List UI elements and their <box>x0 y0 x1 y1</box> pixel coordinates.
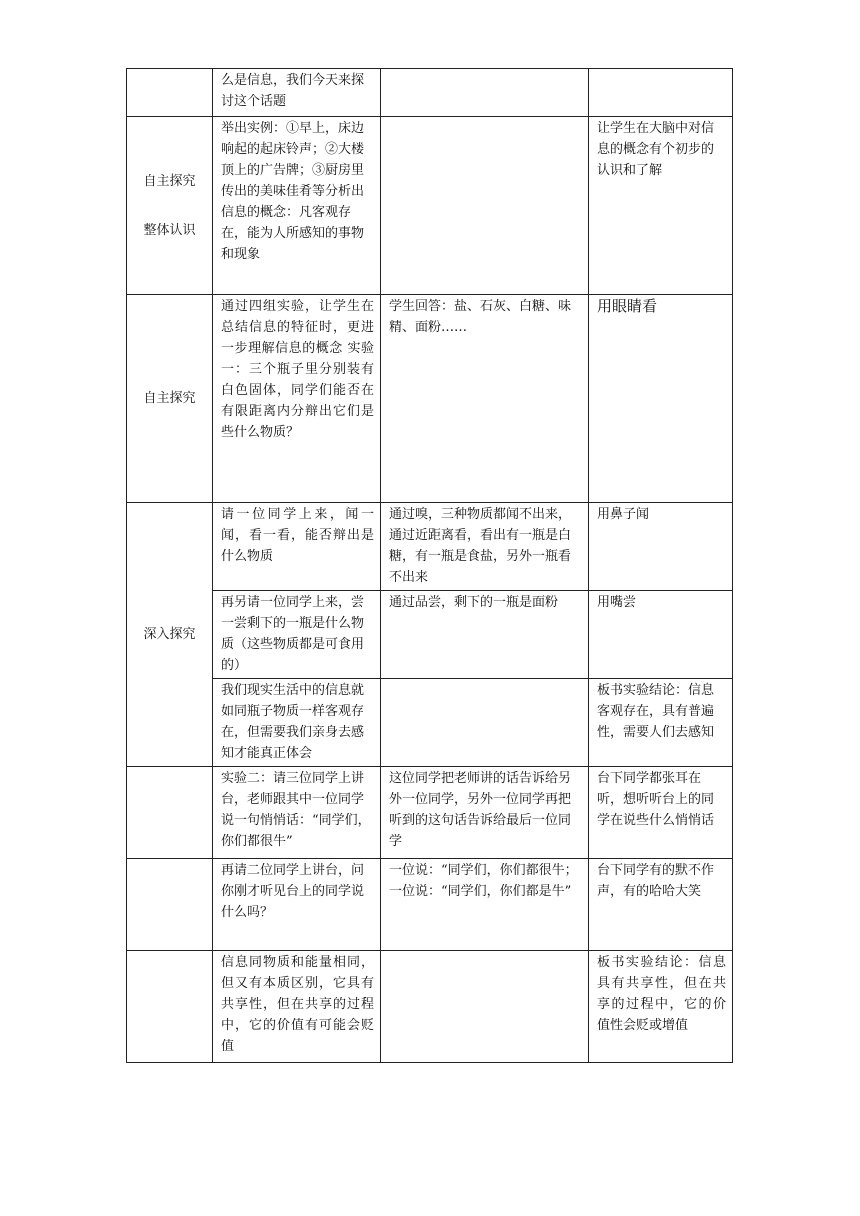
student-reply-1: 一位说：“同学们，你们都很牛； <box>389 863 578 878</box>
design-intent-cell: 让学生在大脑中对信息的概念有个初步的认识和了解 <box>589 117 733 295</box>
design-intent-cell: 用嘴尝 <box>589 591 733 679</box>
stage-cell <box>127 69 213 117</box>
design-intent-cell: 板书实验结论：信息具有共享性，但在共享的过程中，它的价值性会贬或增值 <box>589 951 733 1063</box>
table-row <box>127 767 733 859</box>
student-activity-cell <box>381 117 589 295</box>
design-intent-cell <box>589 69 733 117</box>
table-row <box>127 69 733 117</box>
student-activity-cell <box>381 951 589 1063</box>
stage-cell: 深入探究 <box>127 503 213 767</box>
stage-cell <box>127 767 213 859</box>
teacher-activity-cell: 举出实例：①早上，床边响起的起床铃声；②大楼顶上的广告牌；③厨房里传出的美味佳肴等分析出信息的概念：凡客观存在，能为人所感知的事物和现象 <box>213 117 381 295</box>
teacher-activity-cell: 请一位同学上来，闻一闻，看一看，能否辩出是什么物质 <box>213 503 381 591</box>
design-intent-cell: 台下同学都张耳在听，想听听台上的同学在说些什么悄悄话 <box>589 767 733 859</box>
stage-cell <box>127 117 213 295</box>
design-intent-cell: 台下同学有的默不作声，有的哈哈大笑 <box>589 859 733 951</box>
table-row <box>127 591 733 679</box>
teacher-activity-cell: 实验二：请三位同学上讲台，老师跟其中一位同学说一句悄悄话：“同学们，你们都很牛” <box>213 767 381 859</box>
design-intent-cell: 用鼻子闻 <box>589 503 733 591</box>
teacher-activity-cell: 再另请一位同学上来，尝一尝剩下的一瓶是什么物质（这些物质都是可食用的） <box>213 591 381 679</box>
student-activity-cell: 这位同学把老师讲的话告诉给另外一位同学，另外一位同学再把听到的这句话告诉给最后一位同学 <box>381 767 589 859</box>
student-activity-cell <box>381 69 589 117</box>
teacher-activity-cell: 信息同物质和能量相同，但又有本质区别，它具有共享性，但在共享的过程中，它的价值有可能会贬值 <box>213 951 381 1063</box>
teacher-activity-cell: 我们现实生活中的信息就如同瓶子物质一样客观存在，但需要我们亲身去感知才能真正体会 <box>213 679 381 767</box>
stage-cell <box>127 951 213 1063</box>
table-row <box>127 951 733 1063</box>
student-activity-cell <box>381 859 589 951</box>
student-activity-cell: 通过嗅，三种物质都闻不出来，通过近距离看，看出有一瓶是白糖，有一瓶是食盐，另外一瓶看不出来 <box>381 503 589 591</box>
stage-label: 自主探究 <box>143 173 196 189</box>
design-intent-cell: 板书实验结论：信息客观存在，具有普遍性，需要人们去感知 <box>589 679 733 767</box>
design-intent-cell: 用眼睛看 <box>589 295 733 503</box>
table-row <box>127 859 733 951</box>
teacher-activity-cell: 么是信息，我们今天来探讨这个话题 <box>213 69 381 117</box>
teacher-activity-cell: 再请二位同学上讲台，问你刚才听见台上的同学说什么吗？ <box>213 859 381 951</box>
teacher-activity-cell: 通过四组实验，让学生在总结信息的特征时，更进一步理解信息的概念 实验一：三个瓶子里分别装有白色固体，同学们能否在有限距离内分辩出它们是些什么物质？ <box>213 295 381 503</box>
student-activity-cell: 通过品尝，剩下的一瓶是面粉 <box>381 591 589 679</box>
table-row <box>127 295 733 503</box>
stage-cell: 自主探究 <box>127 295 213 503</box>
table-row <box>127 503 733 591</box>
student-activity-cell <box>381 679 589 767</box>
table-row <box>127 117 733 295</box>
student-activity-cell: 学生回答：盐、石灰、白糖、味精、面粉…… <box>381 295 589 503</box>
student-reply-2: 一位说：“同学们，你们都是牛” <box>389 884 572 899</box>
table-row <box>127 679 733 767</box>
stage-label: 整体认识 <box>143 222 196 238</box>
lesson-plan-table <box>126 68 733 1063</box>
stage-cell <box>127 859 213 951</box>
